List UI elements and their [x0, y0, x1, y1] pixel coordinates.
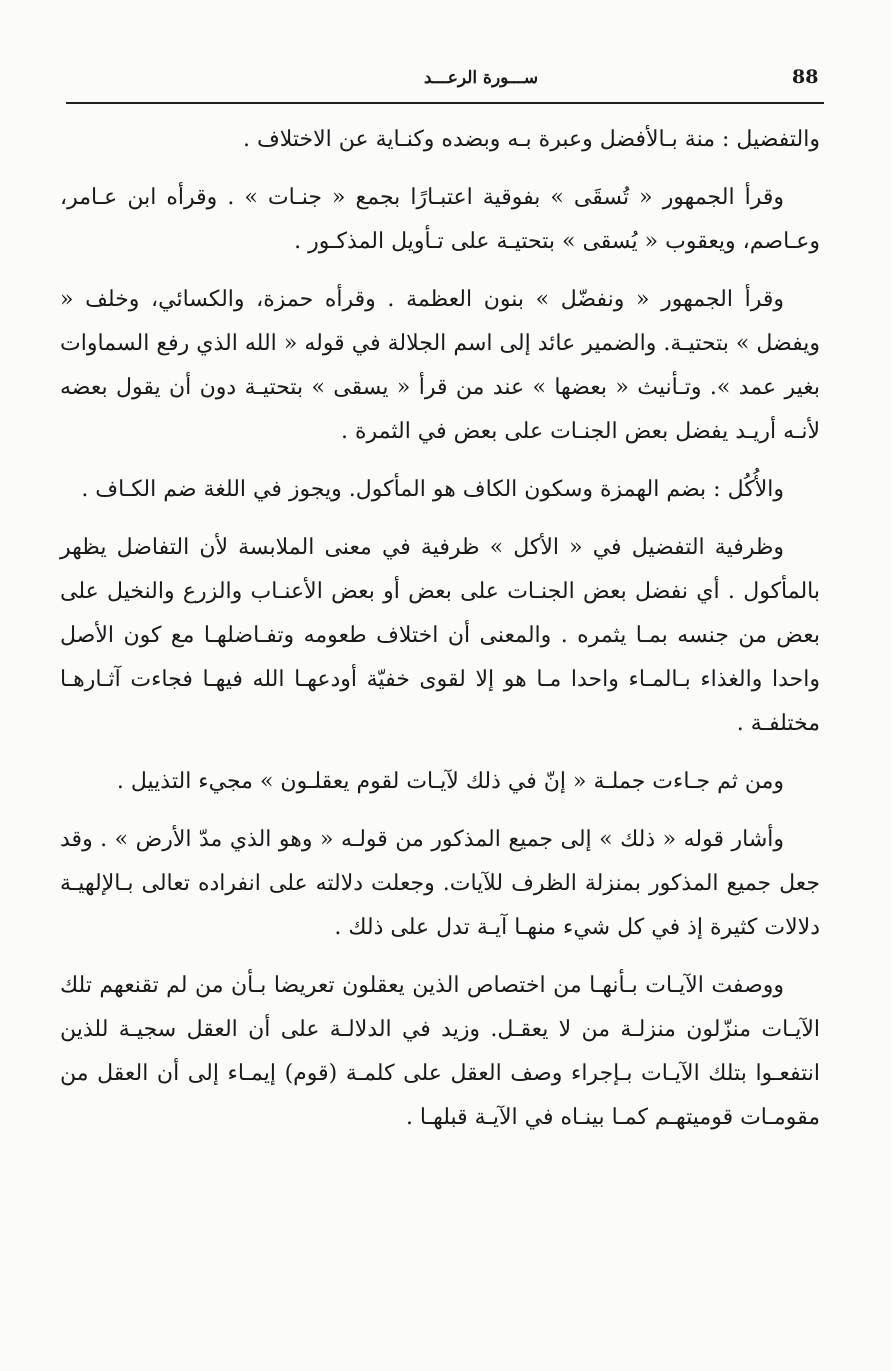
paragraph: وأشار قوله « ذلك » إلى جميع المذكور من قولـه « وهو الذي مدّ الأرض » . وقد جعل جميع المذكور بمنزلة الظرف للآيات. وجعلت دلالته على انفراده تعالى بـالإلهيـة دلالات كثيرة إذ في كل شيء منهـا آيـة تدل على ذلك .: [60, 827, 820, 940]
paragraph: والتفضيل : منة بـالأفضل وعبرة بـه وبضده وكنـاية عن الاختلاف .: [242, 127, 820, 152]
paragraph: ومن ثم جـاءت جملـة « إنّ في ذلك لآيـات لقوم يعقلـون » مجيء التذييل .: [116, 769, 784, 794]
page-number: 88: [792, 66, 819, 88]
surah-title: ســـورة الرعـــد: [423, 68, 539, 88]
running-header: [66, 62, 824, 104]
body-text: [60, 118, 820, 1154]
paragraph: وقرأ الجمهور « تُسقَى » بفوقية اعتبـارًا بجمع « جنـات » . وقرأه ابن عـامر، وعـاصم، ويعقوب « يُسقى » بتحتيـة على تـأويل المذكـور .: [60, 185, 820, 254]
paragraph: والأُكُل : بضم الهمزة وسكون الكاف هو المأكول. ويجوز في اللغة ضم الكـاف .: [81, 477, 784, 502]
paragraph: ووصفت الآيـات بـأنهـا من اختصاص الذين يعقلون تعريضا بـأن من لم تقنعهم تلك الآيـات منزّلون منزلـة من لا يعقـل. وزيد في الدلالـة على أن العقل سجيـة للذين انتفعـوا بتلك الآيـات بـإجراء وصف العقل على كلمـة (قوم) إيمـاء إلى أن العقل من مقومـات قوميتهـم كمـا بينـاه في الآيـة قبلهـا .: [60, 973, 820, 1130]
paragraph: وقرأ الجمهور « ونفضّل » بنون العظمة . وقرأه حمزة، والكسائي، وخلف « ويفضل » بتحتيـة. والضمير عائد إلى اسم الجلالة في قوله « الله الذي رفع السماوات بغير عمد ». وتـأنيث « بعضها » عند من قرأ « يسقى » بتحتيـة دون أن يقول بعضه لأنـه أريـد يفضل بعض الجنـات على بعض في الثمرة .: [60, 287, 820, 444]
paragraph: وظرفية التفضيل في « الأكل » ظرفية في معنى الملابسة لأن التفاضل يظهر بالمأكول . أي نفضل بعض الجنـات على بعض أو بعض الأعنـاب والزرع والنخيل على بعض من جنسه بمـا يثمره . والمعنى أن اختلاف طعومه وتفـاضلهـا مع كون الأصل واحدا والغذاء بـالمـاء واحدا مـا هو إلا لقوى خفيّة أودعهـا الله فيهـا فجاءت آثـارهـا مختلفـة .: [60, 535, 820, 736]
